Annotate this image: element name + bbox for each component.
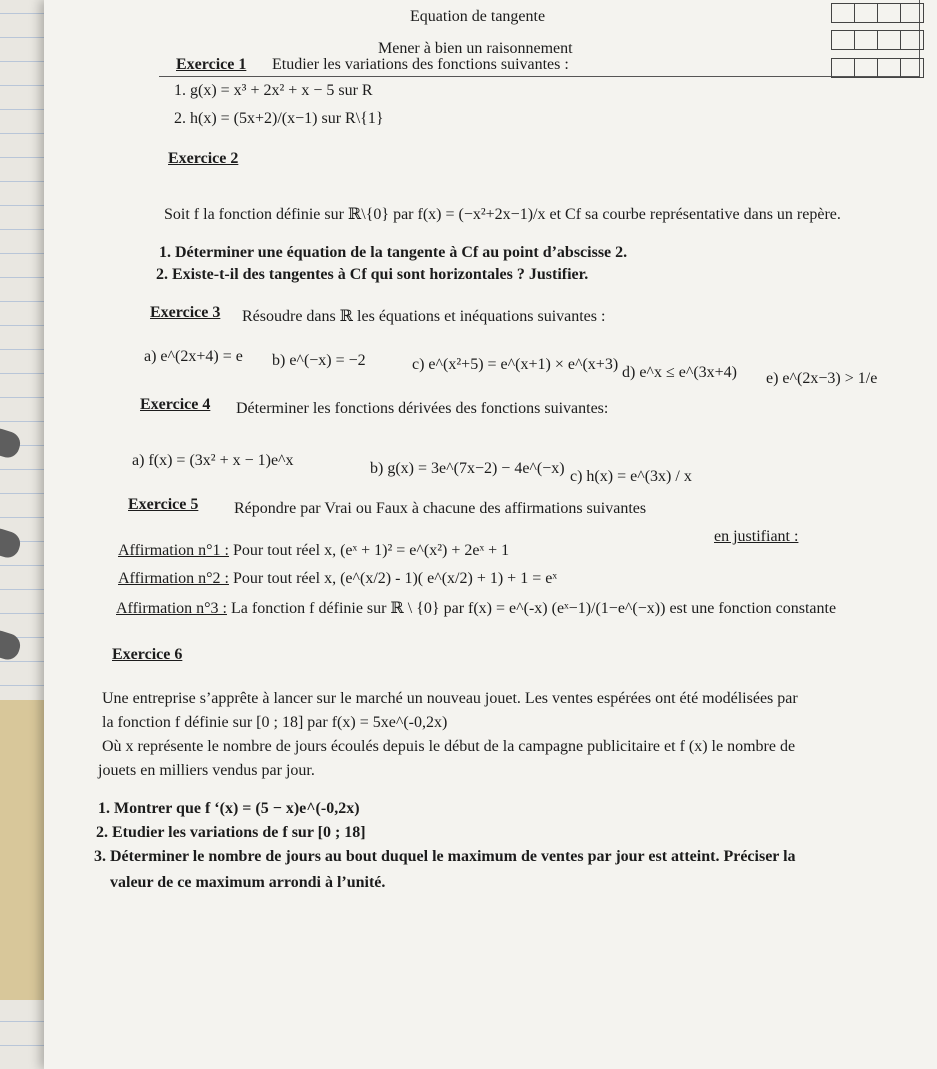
ex6-title: Exercice 6 — [112, 646, 183, 663]
ex5-aff-2 — [118, 570, 557, 588]
ex6-item-3: 3. Déterminer le nombre de jours au bout duquel le maximum de ventes par jour est atteint. Préciser la — [94, 848, 796, 865]
ex2-item-1: 1. Déterminer une équation de la tangente à Cf au point d’abscisse 2. — [159, 244, 628, 261]
ex5-intro-underlined: en justifiant : — [714, 528, 799, 545]
ex3-item-c: c) e^(x²+5) = e^(x+1) × e^(x+3) — [412, 356, 619, 373]
ex6-para-2: la fonction f définie sur [0 ; 18] par f(x) = 5xe^(-0,2x) — [102, 714, 448, 731]
ex5-aff-1 — [118, 542, 509, 560]
ex6-para-4: jouets en milliers vendus par jour. — [98, 762, 315, 779]
ex3-intro: Résoudre dans ℝ les équations et inéquations suivantes : — [242, 308, 606, 325]
ex5-aff-3 — [116, 598, 836, 618]
grade-boxes-row-2 — [832, 30, 924, 55]
ex6-item-1: 1. Montrer que f ‘(x) = (5 − x)e^(-0,2x) — [98, 800, 360, 817]
ex1-title: Exercice 1 — [176, 56, 247, 73]
ex3-title: Exercice 3 — [150, 304, 221, 321]
ex5-aff-3-text: La fonction f définie sur ℝ \ {0} par f(x) = e^(-x) (eˣ−1)/(1−e^(−x)) est une fonction constante — [230, 600, 837, 617]
grade-boxes-row-3 — [832, 58, 924, 83]
ex4-item-c: c) h(x) = e^(3x) / x — [570, 468, 692, 485]
worksheet-page — [44, 0, 937, 1069]
ex1-item-2: 2. h(x) = (5x+2)/(x−1) sur R\{1} — [174, 110, 384, 127]
ex5-aff-2-label: Affirmation n°2 : — [118, 570, 229, 587]
ex6-para-3: Où x représente le nombre de jours écoulés depuis le début de la campagne publicitaire et f (x) le nombre de — [102, 738, 796, 755]
ex6-para-1: Une entreprise s’apprête à lancer sur le marché un nouveau jouet. Les ventes espérées ont été modélisées par — [102, 690, 798, 707]
ex4-intro: Déterminer les fonctions dérivées des fonctions suivantes: — [236, 400, 609, 417]
ex2-item-2: 2. Existe-t-il des tangentes à Cf qui sont horizontales ? Justifier. — [156, 266, 589, 283]
ex4-title: Exercice 4 — [140, 396, 211, 413]
ex1-item-1: 1. g(x) = x³ + 2x² + x − 5 sur R — [174, 82, 373, 99]
ex3-item-b: b) e^(−x) = −2 — [272, 352, 366, 369]
ex2-title: Exercice 2 — [168, 150, 239, 167]
ex5-aff-1-text: Pour tout réel x, (eˣ + 1)² = e^(x²) + 2eˣ + 1 — [232, 542, 510, 559]
ex5-title: Exercice 5 — [128, 496, 199, 513]
grade-boxes-row-1 — [832, 3, 924, 28]
ex6-item-3b: valeur de ce maximum arrondi à l’unité. — [110, 874, 386, 891]
ex3-item-d: d) e^x ≤ e^(3x+4) — [622, 364, 738, 381]
ex5-intro: Répondre par Vrai ou Faux à chacune des affirmations suivantes — [234, 500, 647, 517]
ex3-item-a: a) e^(2x+4) = e — [144, 348, 243, 365]
ex5-aff-2-text: Pour tout réel x, (e^(x/2) - 1)( e^(x/2) + 1) + 1 = eˣ — [232, 570, 557, 587]
ex5-aff-1-label: Affirmation n°1 : — [118, 542, 229, 559]
ex4-item-a: a) f(x) = (3x² + x − 1)e^x — [132, 452, 294, 469]
ex6-item-2: 2. Etudier les variations de f sur [0 ; 18] — [96, 824, 366, 841]
header-title-2: Mener à bien un raisonnement — [378, 40, 573, 57]
ex4-item-b: b) g(x) = 3e^(7x−2) − 4e^(−x) — [370, 460, 565, 477]
ex5-aff-3-label: Affirmation n°3 : — [116, 600, 227, 617]
header-title-1: Equation de tangente — [410, 8, 546, 25]
ex3-item-e: e) e^(2x−3) > 1/e — [766, 370, 878, 387]
ex2-intro: Soit f la fonction définie sur ℝ\{0} par f(x) = (−x²+2x−1)/x et Cf sa courbe représentative dans un repère. — [164, 206, 841, 223]
ex1-intro: Etudier les variations des fonctions suivantes : — [272, 56, 569, 73]
